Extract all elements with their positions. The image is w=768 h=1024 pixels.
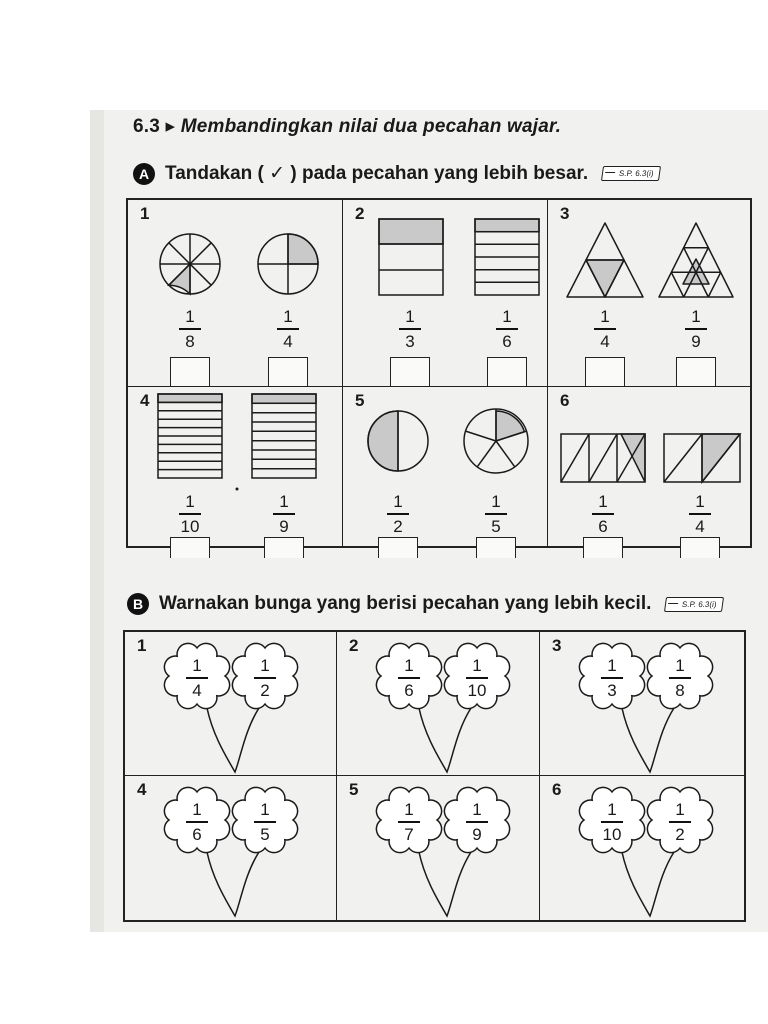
fraction-right xyxy=(250,801,280,843)
numerator: 1 xyxy=(472,656,482,675)
fraction-right xyxy=(462,657,492,699)
item-number: 6 xyxy=(560,391,570,410)
section-title-text: Membandingkan nilai dua pecahan wajar. xyxy=(180,116,562,137)
tick-box-right[interactable] xyxy=(676,357,716,386)
item-number: 4 xyxy=(140,391,150,410)
part-a-item-1 xyxy=(128,200,343,387)
item-number: 5 xyxy=(355,391,365,410)
flower-pair xyxy=(540,632,744,776)
fraction-left: 1 3 xyxy=(395,308,425,350)
item-number: 1 xyxy=(140,204,150,223)
numerator: 1 xyxy=(404,800,414,819)
rect-third-shaded xyxy=(379,219,443,244)
tick-box-left[interactable] xyxy=(583,537,623,558)
flower-stem xyxy=(419,852,471,916)
flower-stem xyxy=(622,852,674,916)
part-a-instruction xyxy=(133,162,660,185)
fraction-left xyxy=(394,657,424,699)
flower-pair xyxy=(125,632,337,776)
fraction-right xyxy=(665,657,695,699)
part-b-item-1 xyxy=(125,632,337,776)
item-number: 5 xyxy=(349,780,359,799)
part-a-item-5 xyxy=(343,387,548,546)
fraction-left: 1 8 xyxy=(175,308,205,350)
tick-box-left[interactable] xyxy=(170,357,210,386)
numerator: 1 xyxy=(192,656,202,675)
fraction-diagrams xyxy=(128,200,343,387)
tick-box-left[interactable] xyxy=(378,537,418,558)
flower-stem xyxy=(207,708,259,772)
fraction-right: 1 4 xyxy=(685,493,715,535)
flower-pair xyxy=(337,632,540,776)
denominator: 2 xyxy=(260,680,270,700)
denominator: 9 xyxy=(472,824,482,844)
rect-ninths xyxy=(252,394,316,478)
fraction-left xyxy=(182,657,212,699)
numerator: 1 xyxy=(472,800,482,819)
item-number: 2 xyxy=(349,636,359,655)
fraction-left xyxy=(597,657,627,699)
section-number: 6.3 xyxy=(133,116,161,137)
denominator: 7 xyxy=(404,824,414,844)
fraction-right xyxy=(250,657,280,699)
part-a-item-3 xyxy=(548,200,750,387)
item-number: 1 xyxy=(137,636,147,655)
part-a-standard-tag: S.P. 6.3(i) xyxy=(601,166,661,181)
part-a-grid xyxy=(126,198,752,548)
part-b-grid xyxy=(123,630,746,922)
fraction-diagrams xyxy=(343,387,548,546)
numerator: 1 xyxy=(192,800,202,819)
fraction-left xyxy=(394,801,424,843)
part-b-item-4 xyxy=(125,776,337,920)
tick-box-left[interactable] xyxy=(585,357,625,386)
flower-pair xyxy=(337,776,540,920)
tick-box-right[interactable] xyxy=(264,537,304,558)
rect-sixth-shaded xyxy=(475,219,539,232)
flower-pair xyxy=(540,776,744,920)
part-b-item-3 xyxy=(540,632,744,776)
flower-pair xyxy=(125,776,337,920)
denominator: 6 xyxy=(404,680,414,700)
fraction-right: 1 9 xyxy=(681,308,711,350)
part-b-instruction xyxy=(127,593,723,615)
part-a-badge: A xyxy=(133,163,155,185)
part-b-item-6 xyxy=(540,776,744,920)
rect-tenth-shaded xyxy=(158,394,222,402)
fraction-right xyxy=(665,801,695,843)
fraction-diagrams xyxy=(548,200,750,387)
fraction-left: 1 6 xyxy=(588,493,618,535)
tick-box-right[interactable] xyxy=(680,537,720,558)
fraction-left: 1 10 xyxy=(180,492,200,536)
item-number: 3 xyxy=(560,204,570,223)
numerator: 1 xyxy=(607,656,617,675)
triangle-quarter-shaded xyxy=(586,260,624,297)
tick-box-left[interactable] xyxy=(390,357,430,386)
fraction-right: 1 5 xyxy=(481,493,511,535)
part-a-item-6 xyxy=(548,387,750,546)
item-number: 2 xyxy=(355,204,365,223)
fraction-left: 1 2 xyxy=(383,493,413,535)
fraction-left xyxy=(182,801,212,843)
part-b-instruction-text: Warnakan bunga yang berisi pecahan yang lebih kecil. xyxy=(159,593,652,614)
item-number: 3 xyxy=(552,636,562,655)
denominator: 3 xyxy=(607,680,617,700)
fraction-right xyxy=(462,801,492,843)
fraction-right: 1 4 xyxy=(273,308,303,350)
numerator: 1 xyxy=(260,656,270,675)
tick-box-right[interactable] xyxy=(476,537,516,558)
flower-stem xyxy=(622,708,674,772)
item-number: 4 xyxy=(137,780,147,799)
numerator: 1 xyxy=(260,800,270,819)
denominator: 10 xyxy=(467,680,487,700)
numerator: 1 xyxy=(675,656,685,675)
tick-box-right[interactable] xyxy=(487,357,527,386)
fraction-diagrams xyxy=(548,387,750,546)
denominator: 2 xyxy=(675,824,685,844)
part-a-item-2 xyxy=(343,200,548,387)
flower-stem xyxy=(419,708,471,772)
part-a-instruction-text: Tandakan ( ✓ ) pada pecahan yang lebih besar. xyxy=(165,163,589,184)
tick-box-left[interactable] xyxy=(170,537,210,558)
section-title xyxy=(133,115,561,138)
page-edge xyxy=(90,110,104,932)
item-number: 6 xyxy=(552,780,562,799)
part-b-item-2 xyxy=(337,632,540,776)
circle-half-shaded xyxy=(368,411,398,471)
rect-ninth-shaded xyxy=(252,394,316,403)
numerator: 1 xyxy=(675,800,685,819)
denominator: 4 xyxy=(192,680,202,700)
part-b-badge: B xyxy=(127,593,149,615)
tick-box-right[interactable] xyxy=(268,357,308,386)
fraction-left xyxy=(597,801,627,843)
part-b-item-5 xyxy=(337,776,540,920)
fraction-left: 1 4 xyxy=(590,308,620,350)
section-arrow-icon: ▸ xyxy=(165,116,176,137)
fraction-diagrams xyxy=(128,387,343,546)
numerator: 1 xyxy=(607,800,617,819)
numerator: 1 xyxy=(404,656,414,675)
part-b-standard-tag: S.P. 6.3(i) xyxy=(664,597,724,612)
denominator: 8 xyxy=(675,680,685,700)
fraction-right: 1 6 xyxy=(492,308,522,350)
circle-eighth-shaded xyxy=(169,264,190,294)
fraction-right: 1 9 xyxy=(269,493,299,535)
flower-stem xyxy=(207,852,259,916)
denominator: 6 xyxy=(192,824,202,844)
part-a-item-4 xyxy=(128,387,343,546)
denominator: 10 xyxy=(602,824,622,844)
denominator: 5 xyxy=(260,824,270,844)
